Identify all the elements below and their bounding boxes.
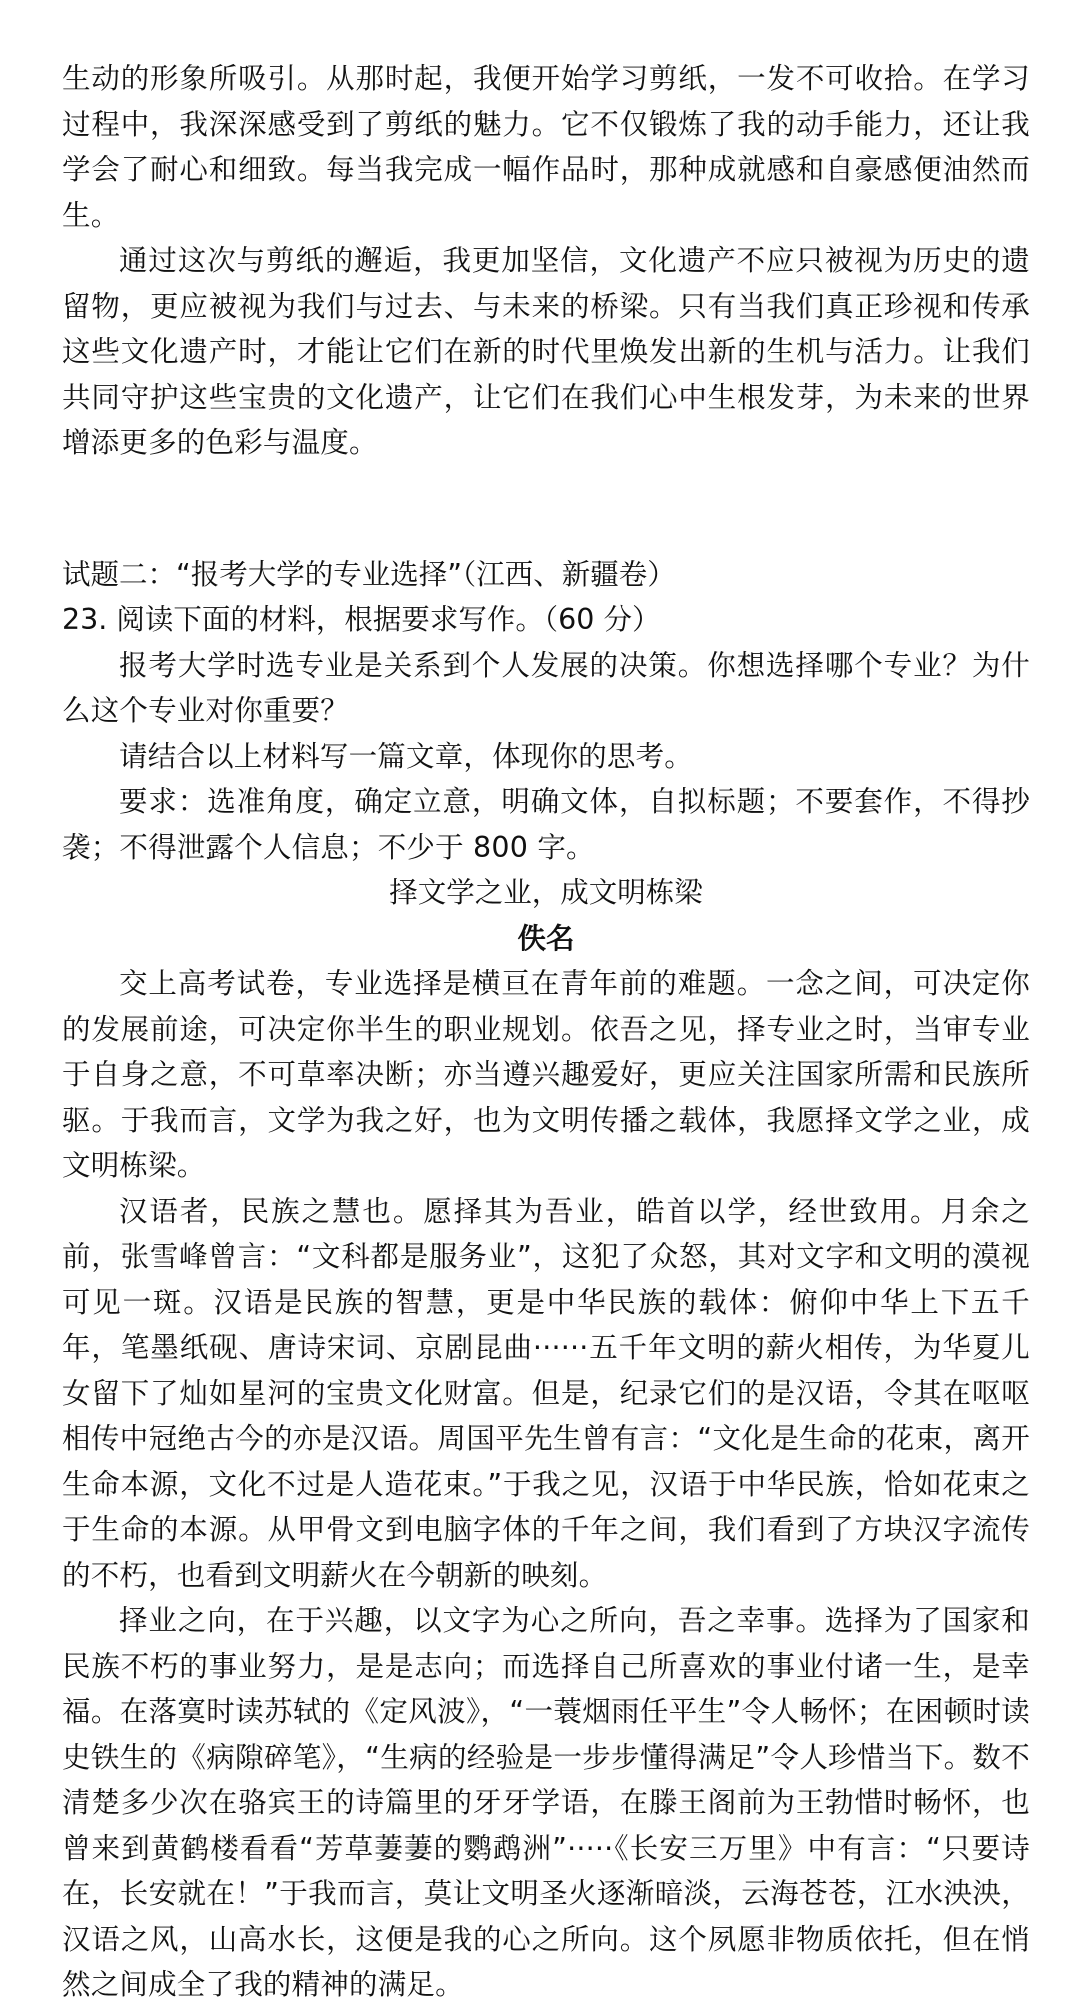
essay-paragraph-1: 交上高考试卷，专业选择是横亘在青年前的难题。一念之间，可决定你的发展前途，可决定你半生的职业规划。依吾之见，择专业之时，当审专业于自身之意，不可草率决断；亦当遵兴趣爱好，更应关注国家所需和民族所驱。于我而言，文学为我之好，也为文明传播之载体，我愿择文学之业，成文明栋梁。: [62, 967, 1030, 1182]
question-requirements: 要求：选准角度，确定立意，明确文体，自拟标题；不要套作，不得抄袭；不得泄露个人信息；不少于 800 字。: [62, 785, 1030, 864]
essay-title: 择文学之业，成文明栋梁: [389, 876, 703, 909]
question-number-line: 23. 阅读下面的材料，根据要求写作。（60 分）: [62, 603, 661, 636]
prev-essay-paragraph-2: 通过这次与剪纸的邂逅，我更加坚信，文化遗产不应只被视为历史的遗留物，更应被视为我们与过去、与未来的桥梁。只有当我们真正珍视和传承这些文化遗产时，才能让它们在新的时代里焕发出新的生机与活力。让我们共同守护这些宝贵的文化遗产，让它们在我们心中生根发芽，为未来的世界增添更多的色彩与温度。: [62, 244, 1030, 459]
question-material: 报考大学时选专业是关系到个人发展的决策。你想选择哪个专业？为什么这个专业对你重要？: [62, 648, 1030, 727]
prev-essay-paragraph-1: 生动的形象所吸引。从那时起，我便开始学习剪纸，一发不可收拾。在学习过程中，我深深感受到了剪纸的魅力。它不仅锻炼了我的动手能力，还让我学会了耐心和细致。每当我完成一幅作品时，那种成就感和自豪感便油然而生。: [62, 62, 1030, 232]
question-instruction: 请结合以上材料写一篇文章，体现你的思考。: [119, 739, 694, 773]
question-heading: 试题二：“报考大学的专业选择”（江西、新疆卷）: [62, 557, 676, 591]
essay-paragraph-3: 择业之向，在于兴趣，以文字为心之所向，吾之幸事。选择为了国家和民族不朽的事业努力，是是志向；而选择自己所喜欢的事业付诸一生，是幸福。在落寞时读苏轼的《定风波》，“一蓑烟雨任平生”令人畅怀；在困顿时读史铁生的《病隙碎笔》，“生病的经验是一步步懂得满足”令人珍惜当下。数不清楚多少次在骆宾王的诗篇里的牙牙学语，在滕王阁前为王勃惜时畅怀，也曾来到黄鹤楼看看“芳草萋萋的鹦鹉洲”·····《长安三万里》中有言：“只要诗在，长安就在！”于我而言，莫让文明圣火逐渐暗淡，云海苍苍，江水泱泱，汉语之风，山高水长，这便是我的心之所向。这个夙愿非物质依托，但在悄然之间成全了我的精神的满足。: [62, 1604, 1030, 2001]
essay-author: 佚名: [517, 921, 575, 955]
essay-paragraph-2: 汉语者，民族之慧也。愿择其为吾业，皓首以学，经世致用。月余之前，张雪峰曾言：“文科都是服务业”，这犯了众怒，其对文字和文明的漠视可见一斑。汉语是民族的智慧，更是中华民族的载体：俯仰中华上下五千年，笔墨纸砚、唐诗宋词、京剧昆曲······五千年文明的薪火相传，为华夏儿女留下了灿如星河的宝贵文化财富。但是，纪录它们的是汉语，令其在呕呕相传中冠绝古今的亦是汉语。周国平先生曾有言：“文化是生命的花束，离开生命本源，文化不过是人造花束。”于我之见，汉语于中华民族，恰如花束之于生命的本源。从甲骨文到电脑字体的千年之间，我们看到了方块汉字流传的不朽，也看到文明薪火在今朝新的映刻。: [62, 1194, 1030, 1592]
section-spacer: [62, 466, 1030, 552]
